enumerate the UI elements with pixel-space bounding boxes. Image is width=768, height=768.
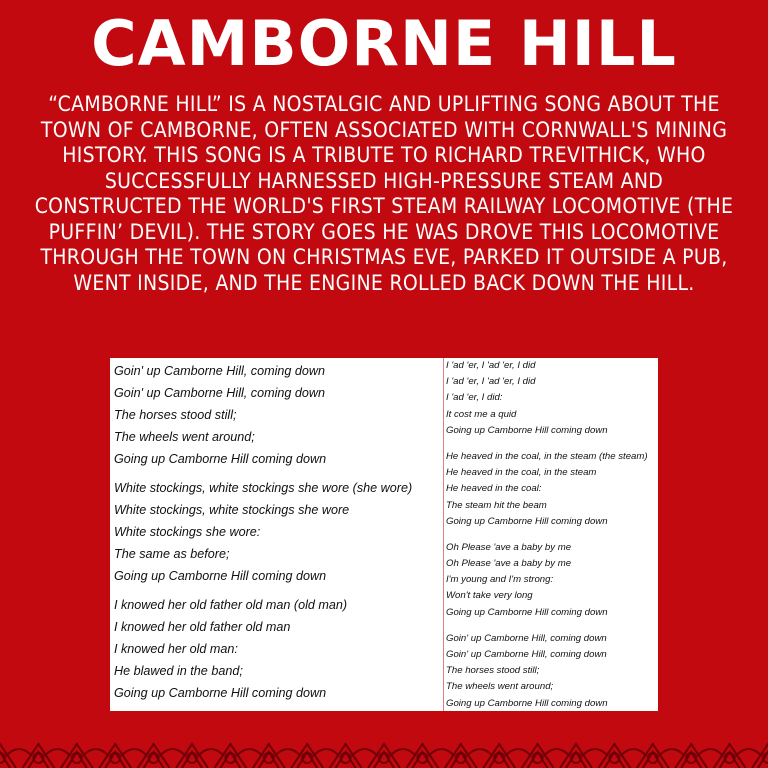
lyric-stanza — [446, 358, 658, 439]
lyric-line: The wheels went around; — [114, 430, 255, 444]
lyric-line: White stockings, white stockings she wore — [114, 503, 350, 517]
lyric-line: It cost me a quid — [446, 408, 517, 420]
lyrics-panel — [110, 358, 658, 711]
lyric-line: Going up Camborne Hill coming down — [446, 424, 608, 436]
lyric-stanza — [114, 477, 444, 587]
lyric-line: Going up Camborne Hill coming down — [446, 697, 608, 709]
celtic-border-pattern — [0, 736, 768, 768]
lyric-line: The wheels went around; — [446, 681, 554, 693]
lyric-line: I knowed her old father old man (old man) — [114, 598, 348, 612]
lyric-line: Going up Camborne Hill coming down — [114, 686, 327, 700]
lyric-line: He heaved in the coal, in the steam (the steam) — [446, 450, 648, 462]
lyric-line: The same as before; — [114, 547, 230, 561]
knot-motif — [752, 744, 768, 768]
lyric-line: Going up Camborne Hill coming down — [446, 515, 608, 527]
lyric-line: I 'ad 'er, I 'ad 'er, I did — [446, 376, 536, 388]
lyric-line: I'm young and I'm strong: — [446, 574, 554, 586]
lyrics-right-column — [443, 358, 658, 711]
lyric-line: Going up Camborne Hill coming down — [114, 452, 327, 466]
lyric-line: The horses stood still; — [114, 408, 237, 422]
lyric-line: I 'ad 'er, I did: — [446, 392, 503, 404]
lyric-line: He heaved in the coal: — [446, 483, 542, 495]
lyrics-left-column — [114, 358, 444, 711]
lyric-stanza — [446, 449, 658, 530]
lyric-line: The steam hit the beam — [446, 499, 547, 511]
lyric-line: White stockings, white stockings she wore (she wore) — [114, 481, 413, 495]
lyric-stanza — [446, 540, 658, 621]
lyric-line: White stockings she wore: — [114, 525, 261, 539]
lyric-stanza — [114, 360, 444, 470]
lyric-stanza — [446, 631, 658, 711]
lyric-stanza — [114, 594, 444, 704]
intro-text: “CAMBORNE HILL” IS A NOSTALGIC AND UPLIFTING SONG ABOUT THE TOWN OF CAMBORNE, OFTEN ASSOCIATED WITH CORNWALL'S MINING HISTORY. THIS SONG IS A TRIBUTE TO RICHARD TREVITHICK, WHO SUCCESSFULLY HARNESSED HIGH-PRESSURE STEAM AND CONSTRUCTED THE WORLD'S FIRST STEAM RAILWAY LOCOMOTIVE (THE PUFFIN’ DEVIL). THE STORY GOES HE WAS DROVE THIS LOCOMOTIVE THROUGH THE TOWN ON CHRISTMAS EVE, PARKED IT OUTSIDE A PUB, WENT INSIDE, AND THE ENGINE ROLLED BACK DOWN THE HILL. — [34, 92, 734, 295]
lyric-line: He blawed in the band; — [114, 664, 243, 678]
knot-motif — [0, 744, 32, 768]
lyric-line: Goin' up Camborne Hill, coming down — [446, 632, 607, 644]
lyric-line: Won't take very long — [446, 590, 533, 602]
lyric-line: Going up Camborne Hill coming down — [114, 569, 327, 583]
lyric-line: I knowed her old man: — [114, 642, 238, 656]
lyric-line: Goin' up Camborne Hill, coming down — [114, 364, 326, 378]
lyric-line: Goin' up Camborne Hill, coming down — [114, 386, 326, 400]
lyric-line: He heaved in the coal, in the steam — [446, 467, 597, 479]
lyric-line: Going up Camborne Hill coming down — [446, 606, 608, 618]
page-title: CAMBORNE HILL — [91, 7, 677, 80]
lyric-line: Oh Please 'ave a baby by me — [446, 541, 572, 553]
lyric-line: Goin' up Camborne Hill, coming down — [446, 649, 607, 660]
lyric-line: Oh Please 'ave a baby by me — [446, 558, 572, 570]
lyric-line: I 'ad 'er, I 'ad 'er, I did — [446, 360, 536, 371]
lyric-line: The horses stood still; — [446, 665, 540, 677]
lyric-line: I knowed her old father old man — [114, 620, 291, 634]
